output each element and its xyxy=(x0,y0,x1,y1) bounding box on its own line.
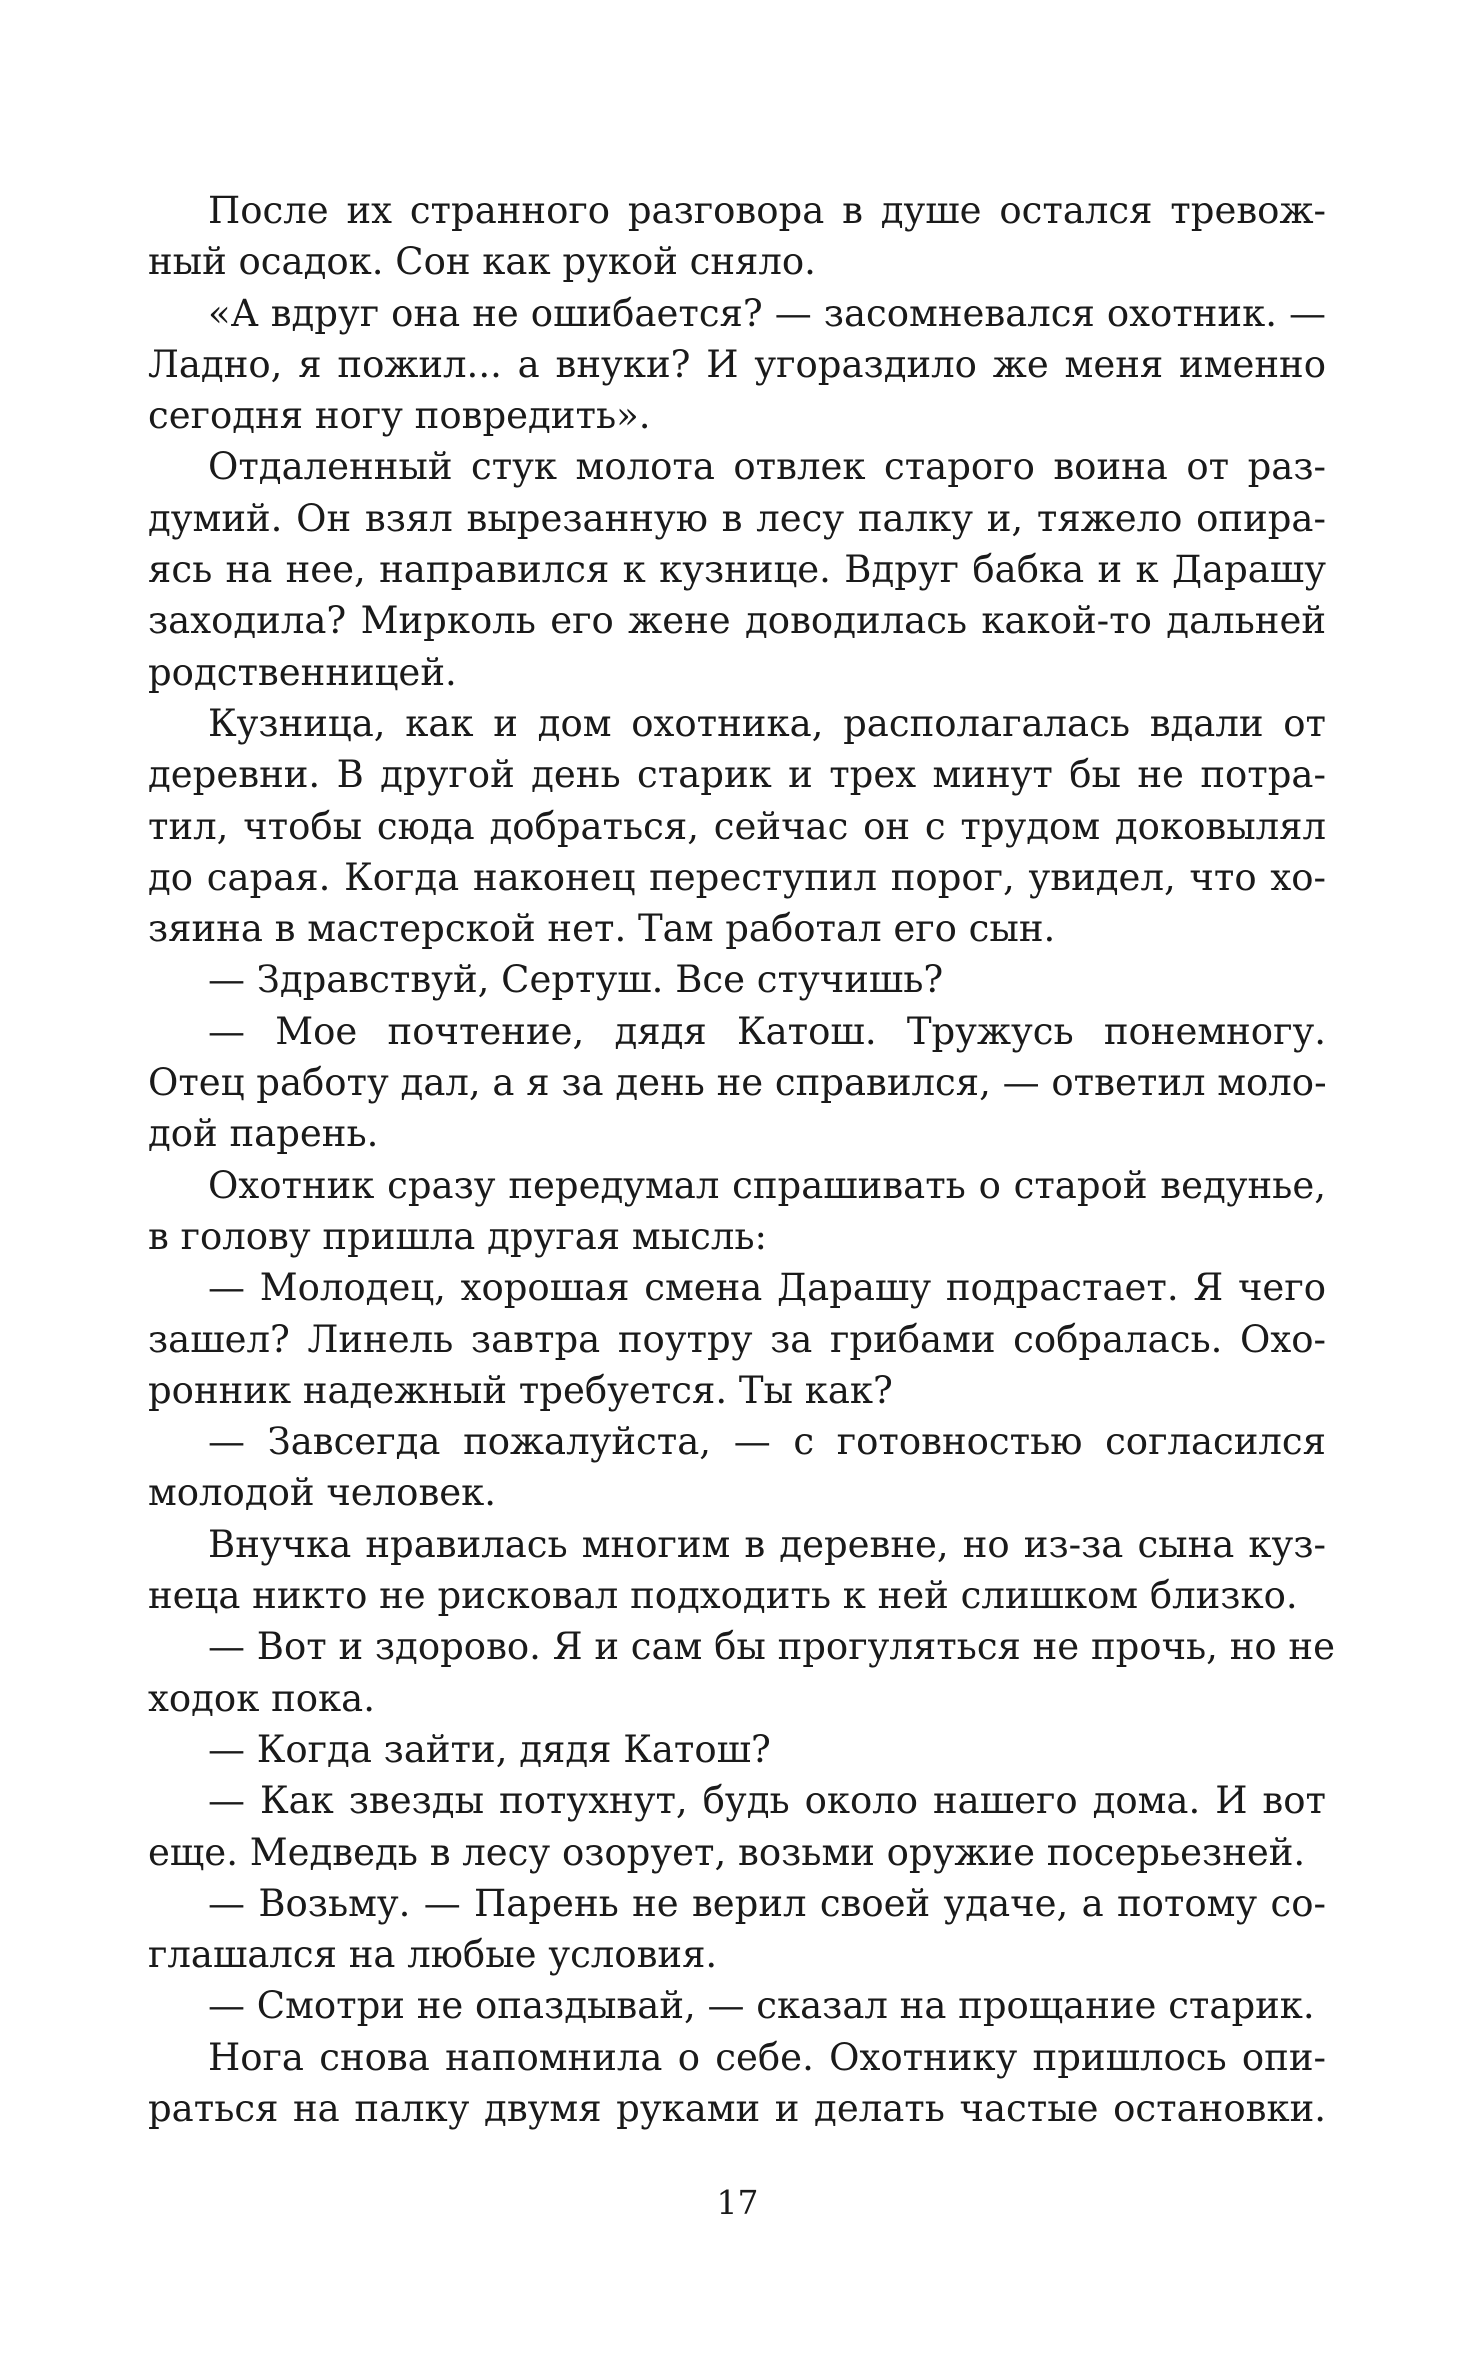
text-line: ный осадок. Сон как рукой сняло. xyxy=(148,240,816,284)
text-line: родственницей. xyxy=(148,650,457,694)
text-line: думий. Он взял вырезанную в лесу палку и, тяжело опира- xyxy=(148,496,1326,540)
text-line: — Завсегда пожалуйста, — с готовностью согласился xyxy=(208,1420,1326,1464)
text-line: ясь на нее, направился к кузнице. Вдруг бабка и к Дарашу xyxy=(148,548,1326,592)
text-line: ронник надежный требуется. Ты как? xyxy=(148,1368,893,1412)
text-line: дой парень. xyxy=(148,1112,379,1156)
text-line: Ладно, я пожил... а внуки? И угораздило же меня именно xyxy=(148,342,1326,386)
body-text xyxy=(148,185,1335,2134)
text-line: заходила? Мирколь его жене доводилась какой-то дальней xyxy=(148,599,1326,643)
text-line: зяина в мастерской нет. Там работал его сын. xyxy=(148,907,1056,951)
text-line: деревни. В другой день старик и трех минут бы не потра- xyxy=(148,753,1326,797)
text-line: Кузница, как и дом охотника, располагалась вдали от xyxy=(208,701,1326,745)
text-line: — Как звезды потухнут, будь около нашего дома. И вот xyxy=(208,1779,1326,1823)
text-line: ходок пока. xyxy=(148,1676,375,1720)
text-line: После их странного разговора в душе остался тревож- xyxy=(208,189,1326,232)
text-line: — Здравствуй, Сертуш. Все стучишь? xyxy=(208,958,944,1002)
text-line: неца никто не рисковал подходить к ней слишком близко. xyxy=(148,1574,1298,1618)
text-line: — Молодец, хорошая смена Дарашу подрастает. Я чего xyxy=(208,1266,1326,1310)
text-line: еще. Медведь в лесу озорует, возьми оружие посерьезней. xyxy=(148,1830,1306,1874)
text-line: до сарая. Когда наконец переступил порог, увидел, что хо- xyxy=(148,855,1326,899)
text-line: Нога снова напомнила о себе. Охотнику пришлось опи- xyxy=(208,2035,1326,2079)
text-line: тил, чтобы сюда добраться, сейчас он с трудом доковылял xyxy=(148,804,1326,848)
page-number: 17 xyxy=(716,2183,759,2222)
text-line: «А вдруг она не ошибается? — засомневался охотник. — xyxy=(208,291,1326,335)
text-line: — Возьму. — Парень не верил своей удаче, а потому со- xyxy=(208,1881,1326,1925)
text-line: Отец работу дал, а я за день не справился, — ответил моло- xyxy=(148,1061,1327,1105)
text-line: Внучка нравилась многим в деревне, но из-за сына куз- xyxy=(208,1522,1326,1566)
text-line: зашел? Линель завтра поутру за грибами собралась. Охо- xyxy=(148,1317,1326,1361)
text-line: сегодня ногу повредить». xyxy=(148,394,651,438)
text-line: — Когда зайти, дядя Катош? xyxy=(208,1727,771,1771)
text-line: раться на палку двумя руками и делать частые остановки. xyxy=(148,2086,1326,2130)
text-line: Отдаленный стук молота отвлек старого воина от раз- xyxy=(208,445,1326,489)
text-line: — Смотри не опаздывай, — сказал на прощание старик. xyxy=(208,1984,1315,2028)
text-line: в голову пришла другая мысль: xyxy=(148,1214,767,1258)
text-line: — Мое почтение, дядя Катош. Тружусь понемногу. xyxy=(208,1009,1326,1053)
text-line: — Вот и здорово. Я и сам бы прогуляться не прочь, но не xyxy=(208,1625,1335,1669)
text-line: Охотник сразу передумал спрашивать о старой ведунье, xyxy=(208,1163,1326,1207)
text-line: молодой человек. xyxy=(148,1471,497,1515)
text-line: глашался на любые условия. xyxy=(148,1933,718,1977)
